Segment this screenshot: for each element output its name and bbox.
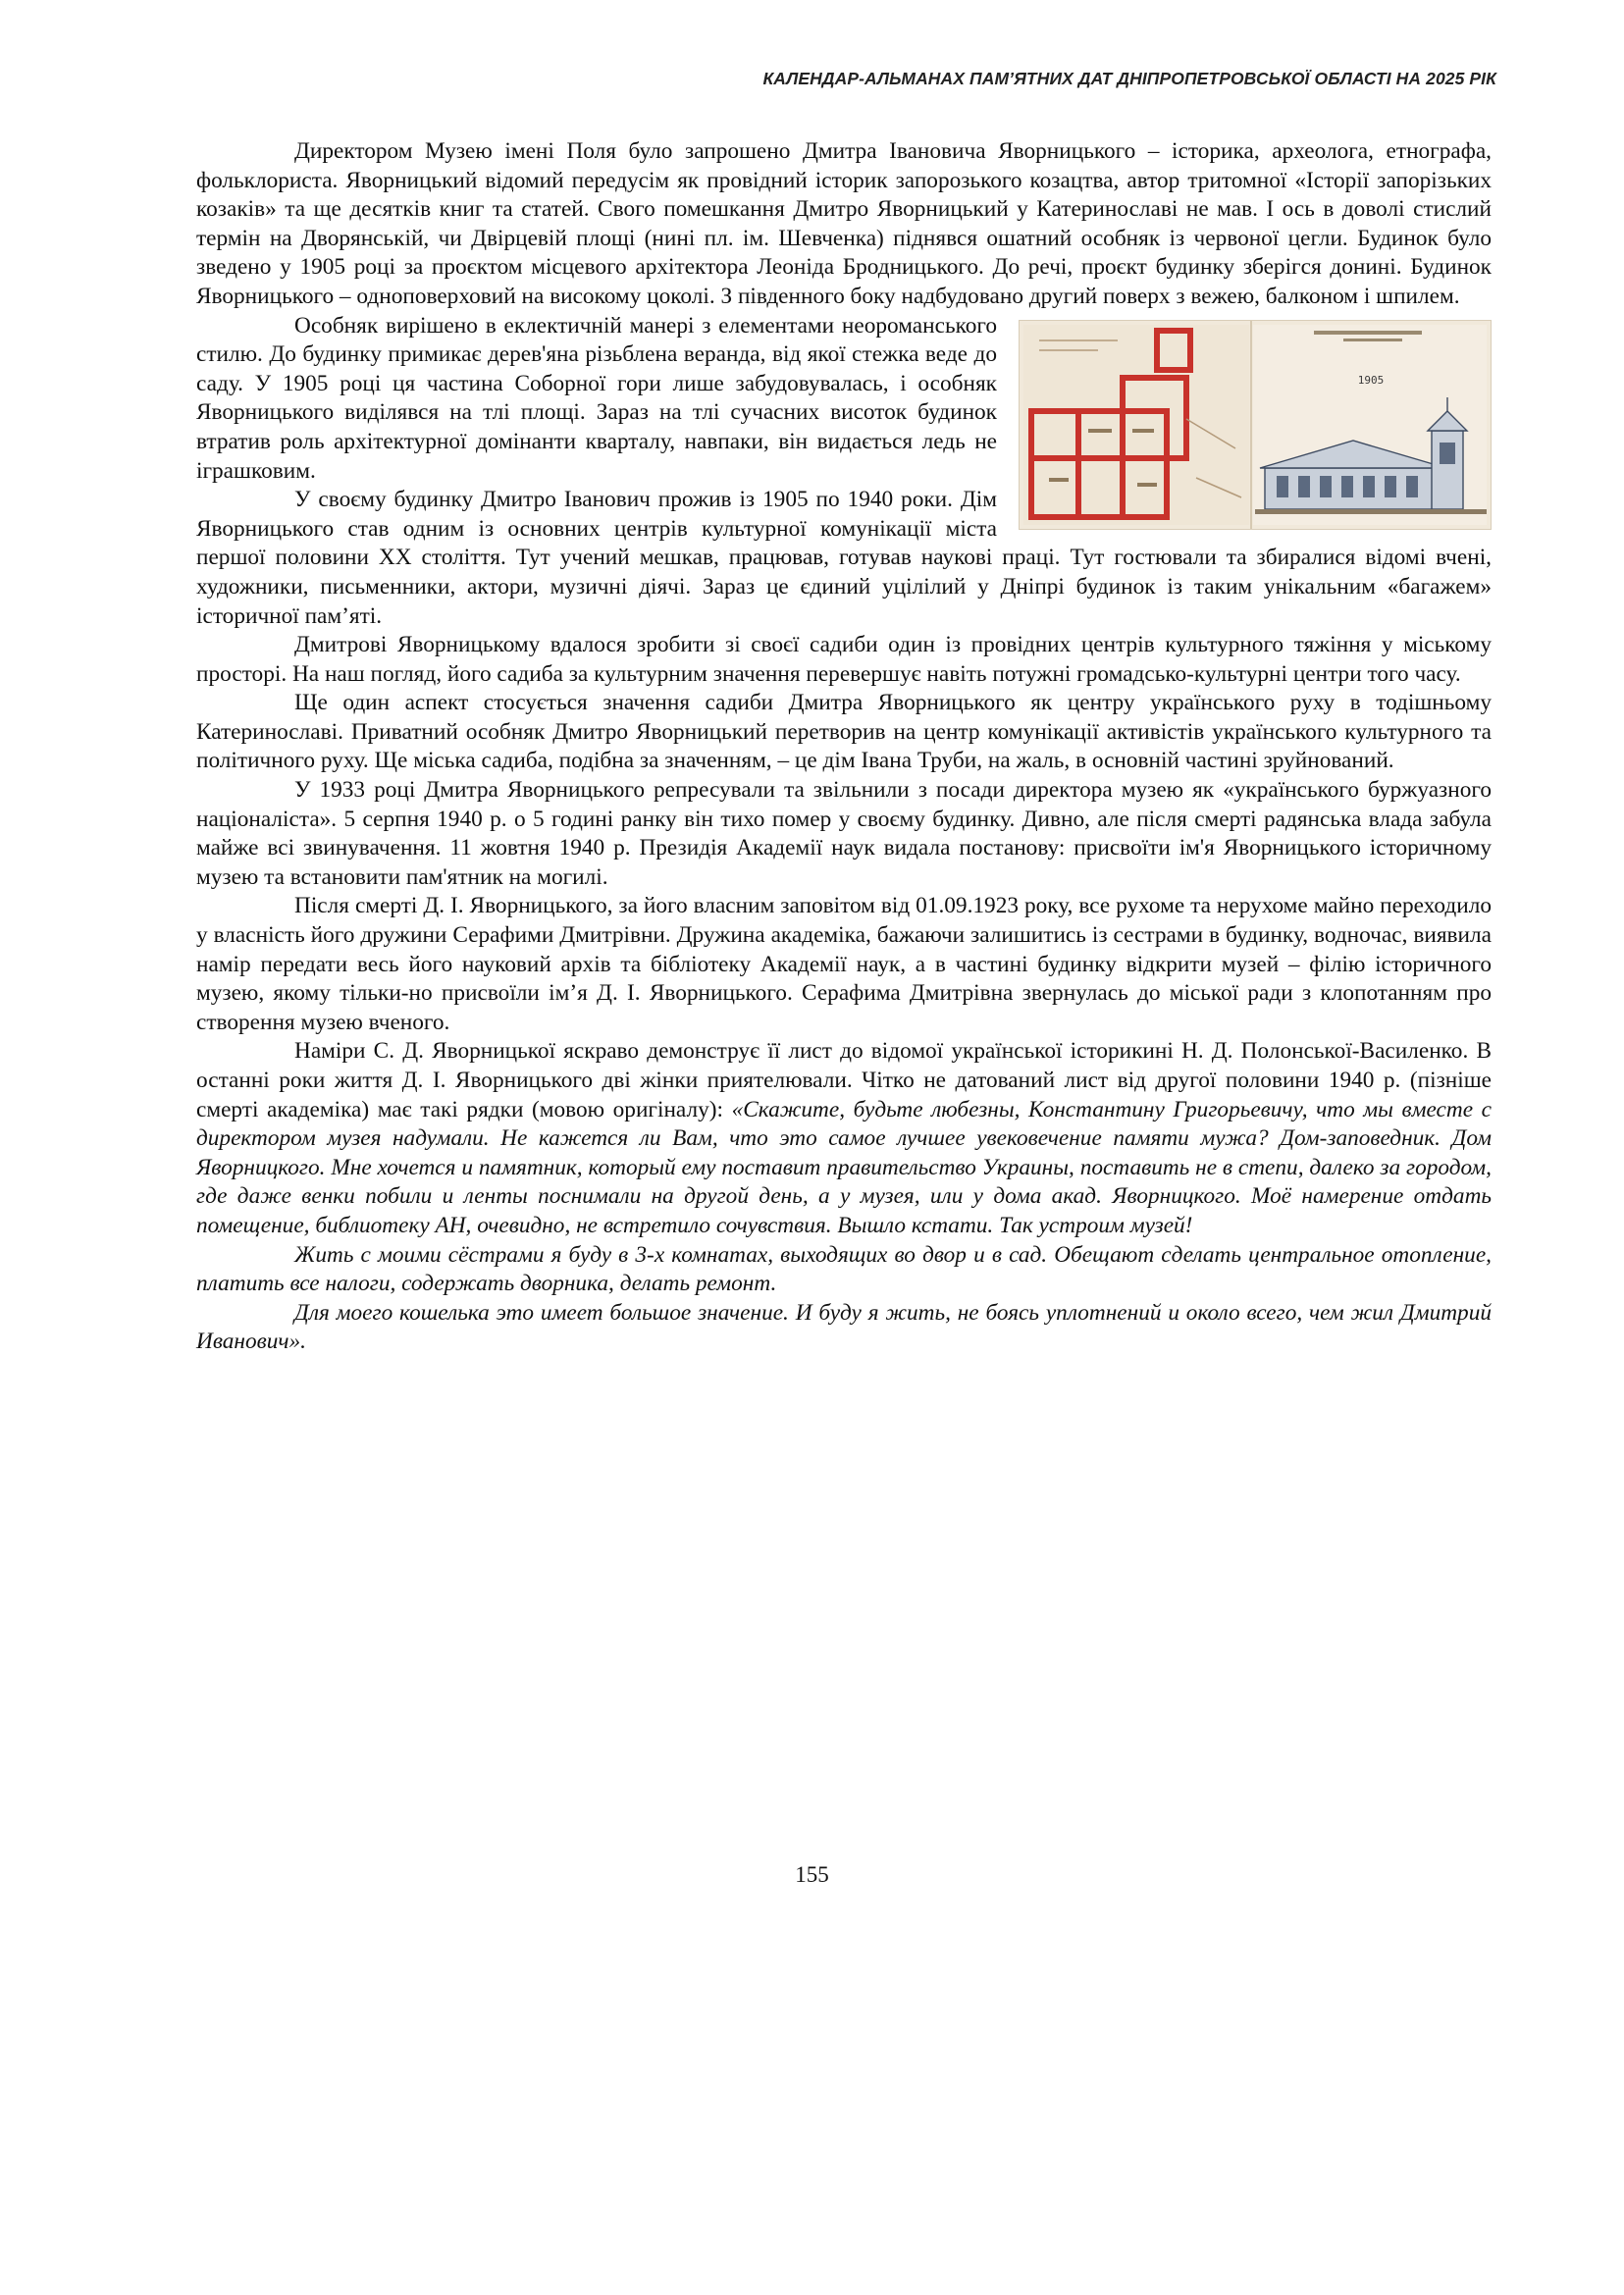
paragraph: Директором Музею імені Поля було запрошено Дмитра Івановича Яворницького – історика, археолога, етнографа, фольклориста. Яворницький відомий передусім як провідний історик запорозького козацтва, автор тритомної «Історії запорізьких козаків» та ще десятків книг та статей. Свого помешкання Дмитро Яворницький у Катеринославі не мав. І ось в доволі стислий термін на Дворянській, чи Двірцевій площі (нині пл. ім. Шевченка) піднявся ошатний особняк із червоної цегли. Будинок було зведено у 1905 році за проєктом місцевого архітектора Леоніда Бродницького. До речі, проєкт будинку зберігся донині. Будинок Яворницького – одноповерховий на високому цоколі. З південного боку надбудовано другий поверх з вежею, балконом і шпилем. bbox=[196, 138, 1492, 309]
letter-quote-paragraph: Для моего кошелька это имеет большое значение. И буду я жить, не боясь уплотнений и около всего, чем жил Дмитрий Иванович». bbox=[196, 1299, 1492, 1355]
architectural-plan-image bbox=[1019, 320, 1492, 530]
running-header: КАЛЕНДАР-АЛЬМАНАХ ПАМ’ЯТНИХ ДАТ ДНІПРОПЕТРОВСЬКОЇ ОБЛАСТІ НА 2025 РІК bbox=[762, 69, 1496, 88]
page-number: 155 bbox=[795, 1862, 829, 1887]
paragraph: Особняк вирішено в еклектичній манері з елементами неороманського стилю. До будинку примикає дерев'яна різьблена веранда, від якої стежка веде до саду. У 1905 році ця частина Соборної гори лише забудовувалась, і особняк Яворницького виділявся на тлі площі. Зараз на тлі сучасних висоток будинок втратив роль архітектурної домінанти кварталу, навпаки, він видається ледь не іграшковим. bbox=[196, 312, 997, 484]
paragraph-intro: Наміри С. Д. Яворницької яскраво демонструє її лист до відомої української історикині Н. Д. Полонської-Василенко. В останні роки життя Д. І. Яворницького дві жінки приятелювали. Чітко не датований лист від другої половини 1940 р. (пізніше смерті академіка) має такі рядки (мовою оригіналу): bbox=[196, 1038, 1492, 1122]
paragraph: Після смерті Д. І. Яворницького, за його власним заповітом від 01.09.1923 року, все рухоме та нерухоме майно переходило у власність його дружини Серафими Дмитрівни. Дружина академіка, бажаючи залишитись із сестрами в будинку, водночас, виявила намір передати весь його науковий архів та бібліотеку Академії наук, а в частині будинку відкрити музей – філію історичного музею, якому тільки-но присвоїли ім’я Д. І. Яворницького. Серафима Дмитрівна звернулась до міської ради з клопотанням про створення музею вченого. bbox=[196, 893, 1492, 1035]
paragraph: У своєму будинку Дмитро Іванович прожив із 1905 по 1940 роки. Дім Яворницького став одним із основних центрів культурної комунікації міста першої половини ХХ століття. Тут учений мешкав, працював, готував наукові праці. Тут гостювали та збиралися відомі вчені, художники, письменники, актори, музичні діячі. Зараз це єдиний уцілілий у Дніпрі будинок із таким унікальним «багажем» історичної пам’яті. bbox=[196, 487, 1492, 629]
drawing-number: 1905 bbox=[1357, 373, 1385, 387]
paragraph: У 1933 році Дмитра Яворницького репресували та звільнили з посади директора музею як «українського буржуазного націоналіста». 5 серпня 1940 р. о 5 годині ранку він тихо помер у своєму будинку. Дивно, але після смерті радянська влада забула майже всі звинувачення. 11 жовтня 1940 р. Президія Академії наук видала постанову: присвоїти ім'я Яворницького історичному музею та встановити пам'ятник на могилі. bbox=[196, 777, 1492, 890]
paragraph: Дмитрові Яворницькому вдалося зробити зі своєї садиби один із провідних центрів культурного тяжіння у міському просторі. На наш погляд, його садиба за культурним значення перевершує навіть потужні громадсько-культурні центри того часу. bbox=[196, 632, 1492, 687]
letter-quote-paragraph: Жить с моими сёстрами я буду в 3-х комнатах, выходящих во двор и в сад. Обещают сделать центральное отопление, платить все налоги, содержать дворника, делать ремонт. bbox=[196, 1241, 1492, 1297]
paragraph bbox=[196, 1037, 1492, 1240]
article-body bbox=[196, 137, 1492, 1357]
paragraph: Ще один аспект стосується значення садиби Дмитра Яворницького як центру українського руху в тодішньому Катеринославі. Приватний особняк Дмитро Яворницький перетворив на центр комунікації активістів українського культурного та політичного руху. Ще міська садиба, подібна за значенням, – це дім Івана Труби, на жаль, в основній частині зруйнований. bbox=[196, 690, 1492, 774]
letter-quote: «Скажите, будьте любезны, Константину Григорьевичу, что мы вместе с директором музея надумали. Не кажется ли Вам, что это самое лучшее увековечение памяти мужа? Дом-заповедник. Дом Яворницкого. Мне хочется и памятник, который ему поставит правительство Украины, поставить не в степи, далеко за городом, где даже венки побили и ленты поснимали на другой день, а у музея, или у дома акад. Яворницкого. Моё намерение отдать помещение, библиотеку АН, очевидно, не встретило сочувствия. Вышло кстати. Так устроим музей! bbox=[196, 1096, 1492, 1238]
